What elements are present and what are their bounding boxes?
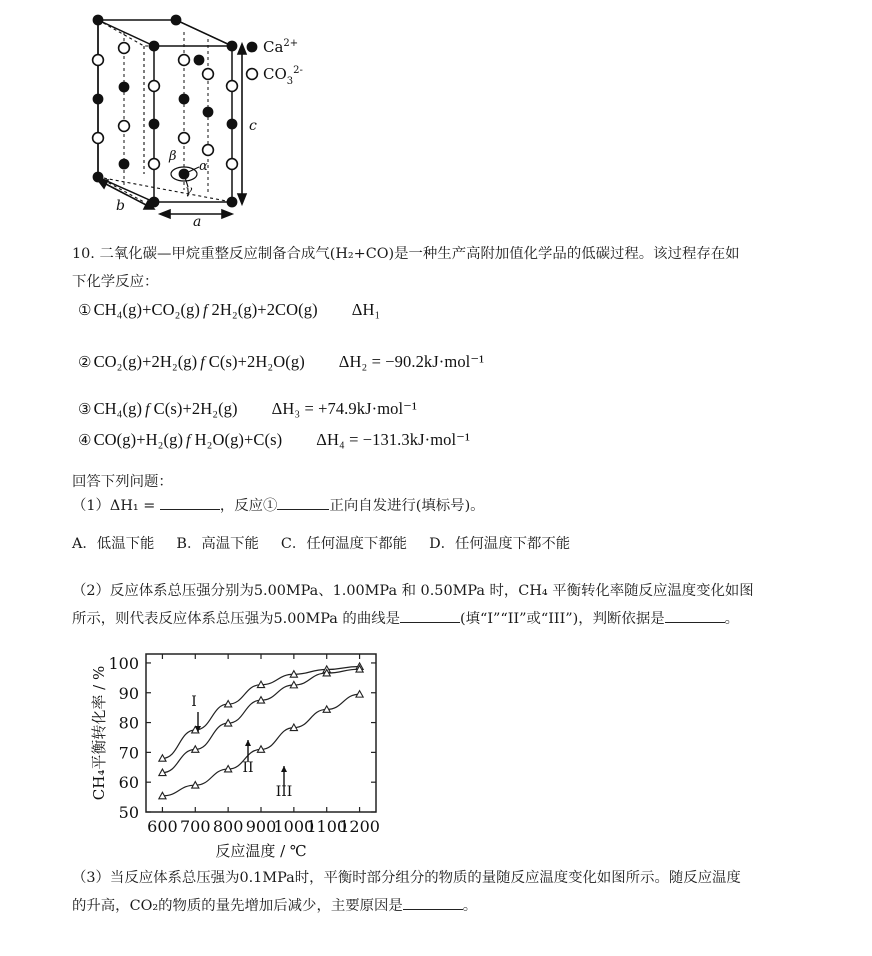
equation-delta-value-4: = −131.3kJ·mol⁻¹ [349, 430, 471, 449]
option-list [72, 530, 862, 558]
equation-left-1: CH₄(g)+CO₂(g) [93, 300, 200, 319]
question-stem-line1: 10. 二氧化碳—甲烷重整反应制备合成气(H₂+CO)是一种生产高附加值化学品的低碳过程。该过程存在如 [72, 246, 740, 262]
angle-gamma-label: γ [185, 183, 193, 197]
sub-question-3-line2 [72, 892, 862, 920]
sub-question-1-prefix: （1）ΔH₁ = [72, 498, 156, 514]
option-b-text: 高温下能 [201, 536, 259, 552]
option-c-text: 任何温度下都能 [306, 536, 408, 552]
ch4-conversion-chart [88, 644, 388, 860]
equation-left-3: CH₄(g) [93, 399, 143, 418]
y-tick-label: 70 [118, 743, 139, 763]
y-tick-label: 90 [118, 683, 139, 703]
x-tick-label: 1100 [306, 817, 348, 836]
option-a-key: A． [72, 536, 97, 552]
option-d-text: 任何温度下都不能 [455, 536, 571, 552]
x-tick-label: 800 [212, 817, 244, 836]
equilibrium-arrow-icon-3: f [145, 401, 150, 418]
curve-label-II: II [242, 760, 254, 776]
sub-question-2-line1: （2）反应体系总压强分别为5.00MPa、1.00MPa 和 0.50MPa 时，CH₄ 平衡转化率随反应温度变化如图 [72, 583, 754, 599]
option-c-key: C． [280, 536, 307, 552]
x-tick-label: 700 [180, 817, 211, 836]
x-tick-label: 1200 [339, 817, 380, 836]
reaction-equation-2 [78, 352, 484, 372]
reaction-equation-1 [78, 300, 380, 320]
equation-left-2: CO₂(g)+2H₂(g) [93, 352, 198, 371]
equilibrium-arrow-icon-1: f [203, 302, 208, 319]
equation-delta-value-3: = +74.9kJ·mol⁻¹ [304, 399, 418, 418]
sub-question-3-line1: （3）当反应体系总压强为0.1MPa时，平衡时部分组分的物质的量随反应温度变化如图所示。随反应温度 [72, 870, 741, 886]
sub-question-3-line2b: 。 [462, 898, 478, 915]
lattice-b-label: b [116, 198, 125, 214]
equation-delta-value-2: = −90.2kJ·mol⁻¹ [371, 352, 485, 371]
answer-blank-q2-curve[interactable] [400, 622, 460, 623]
option-b[interactable] [176, 536, 259, 552]
answer-blank-q1-spontaneity[interactable] [277, 509, 329, 510]
option-b-key: B． [176, 536, 202, 552]
option-a[interactable] [72, 536, 154, 552]
option-c[interactable] [281, 536, 407, 552]
lattice-a-label: a [193, 214, 202, 230]
y-tick-label: 60 [118, 773, 139, 793]
sub-question-2 [72, 577, 862, 633]
equilibrium-arrow-icon-2: f [200, 354, 205, 371]
x-tick-label: 900 [245, 817, 277, 836]
equation-delta-label-3: ΔH₃ [271, 399, 301, 418]
equation-delta-label-4: ΔH₄ [316, 430, 345, 449]
crystal-legend [247, 38, 303, 87]
equation-index-3: ③ [78, 402, 92, 418]
equation-right-3: C(s)+2H₂(g) [153, 399, 238, 418]
plot-frame [146, 654, 376, 812]
sub-question-2-line2 [72, 605, 862, 633]
question-stem-line2: 下化学反应： [72, 274, 159, 291]
option-a-text: 低温下能 [96, 536, 155, 552]
curve-label-III: III [275, 784, 293, 800]
x-tick-label: 1000 [273, 817, 315, 836]
y-tick-label: 100 [108, 653, 139, 673]
option-d[interactable] [429, 536, 570, 552]
angle-beta-label: β [169, 149, 177, 164]
question-stem [72, 240, 862, 296]
equation-right-2: C(s)+2H₂O(g) [208, 352, 305, 371]
sub-question-2-line2b: (填“I”“II”或“III”)，判断依据是 [460, 611, 665, 628]
legend-ca-label: $Ca^{2+}$ [263, 38, 299, 56]
reaction-equation-3 [78, 399, 417, 419]
sub-question-3 [72, 864, 862, 920]
answer-intro: 回答下列问题： [72, 474, 173, 490]
x-axis-label: 反应温度 / ℃ [215, 842, 307, 860]
sub-question-2-line2c: 。 [724, 611, 740, 628]
equation-delta-label-1: ΔH₁ [351, 300, 381, 319]
equation-index-1: ① [78, 303, 92, 319]
answer-blank-q2-reason[interactable] [665, 622, 725, 623]
annotation-arrowhead-III [281, 766, 287, 772]
annotation-arrowhead-II [245, 740, 251, 746]
equilibrium-arrow-icon-4: f [186, 432, 191, 449]
y-tick-label: 80 [118, 713, 139, 733]
equation-delta-label-2: ΔH₂ [338, 352, 368, 371]
equation-index-4: ④ [78, 433, 92, 449]
y-axis-label: CH₄平衡转化率 / % [90, 665, 108, 801]
y-tick-label: 50 [118, 803, 139, 822]
sub-question-2-line2a: 所示，则代表反应体系总压强为5.00MPa 的曲线是 [72, 611, 400, 628]
sub-question-3-line2a: 的升高，CO₂的物质的量先增加后减少，主要原因是 [72, 898, 403, 915]
equation-index-2: ② [78, 355, 92, 371]
legend-co3-label: $CO_3^{2-}$ [263, 65, 303, 87]
equation-left-4: CO(g)+H₂(g) [93, 430, 184, 449]
equation-right-4: H₂O(g)+C(s) [194, 430, 283, 449]
option-d-key: D． [429, 536, 456, 552]
sub-question-1 [72, 492, 862, 520]
angle-alpha-label: α [199, 159, 208, 174]
sub-question-1-mid: ，反应① [219, 498, 278, 514]
reaction-equation-4 [78, 430, 470, 450]
lattice-c-label: c [249, 118, 257, 134]
equation-right-1: 2H₂(g)+2CO(g) [211, 300, 318, 319]
sub-question-1-suffix: 正向自发进行(填标号)。 [329, 498, 485, 514]
x-tick-label: 600 [147, 817, 178, 836]
answer-blank-q1-deltah[interactable] [160, 509, 220, 510]
answer-blank-q3-reason[interactable] [403, 909, 463, 910]
crystal-structure-figure [66, 2, 366, 230]
curve-label-I: I [191, 694, 197, 710]
